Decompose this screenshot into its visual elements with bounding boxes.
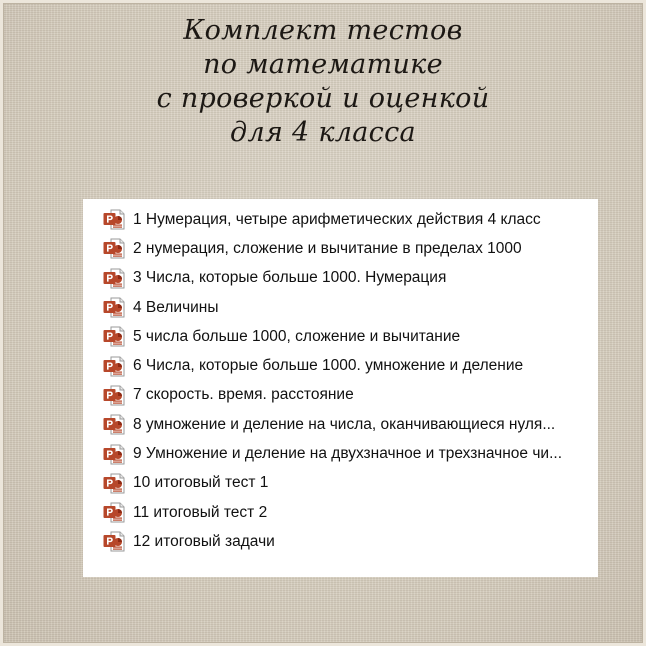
file-item[interactable]: [103, 351, 598, 380]
file-item[interactable]: [103, 469, 598, 498]
title-line-1: Комплект тестов: [183, 15, 463, 46]
file-name: 7 скорость. время. расстояние: [133, 386, 354, 404]
file-item[interactable]: [103, 527, 598, 556]
title-line-3: с проверкой и оценкой: [156, 83, 490, 114]
powerpoint-file-icon: [103, 502, 125, 523]
powerpoint-file-icon: [103, 444, 125, 465]
file-item[interactable]: [103, 439, 598, 468]
file-name: 6 Числа, которые больше 1000. умножение и деление: [133, 357, 524, 375]
powerpoint-file-icon: [103, 268, 125, 289]
file-item[interactable]: [103, 410, 598, 439]
file-item[interactable]: [103, 234, 598, 263]
file-name: 10 итоговый тест 1: [133, 474, 269, 492]
file-name: 1 Нумерация, четыре арифметических действия 4 класс: [133, 210, 541, 228]
file-item[interactable]: [103, 205, 598, 234]
file-name: 4 Величины: [133, 298, 219, 316]
file-name: 8 умножение и деление на числа, оканчивающиеся нуля...: [133, 415, 556, 433]
title-line-2: по математике: [203, 49, 443, 80]
powerpoint-file-icon: [103, 414, 125, 435]
file-name: 5 числа больше 1000, сложение и вычитание: [133, 327, 461, 345]
powerpoint-file-icon: [103, 326, 125, 347]
powerpoint-file-icon: [103, 297, 125, 318]
powerpoint-file-icon: [103, 238, 125, 259]
powerpoint-file-icon: [103, 385, 125, 406]
powerpoint-file-icon: [103, 209, 125, 230]
powerpoint-file-icon: [103, 356, 125, 377]
file-item[interactable]: [103, 293, 598, 322]
file-name: 2 нумерация, сложение и вычитание в пределах 1000: [133, 239, 522, 257]
file-list: [83, 199, 598, 577]
file-item[interactable]: [103, 264, 598, 293]
file-name: 11 итоговый тест 2: [133, 503, 268, 521]
file-name: 3 Числа, которые больше 1000. Нумерация: [133, 269, 447, 287]
powerpoint-file-icon: [103, 531, 125, 552]
title-line-4: для 4 класса: [230, 117, 416, 148]
file-name: 12 итоговый задачи: [133, 532, 275, 550]
file-name: 9 Умножение и деление на двухзначное и трехзначное чи...: [133, 445, 562, 463]
file-item[interactable]: [103, 322, 598, 351]
file-item[interactable]: [103, 381, 598, 410]
powerpoint-file-icon: [103, 473, 125, 494]
file-item[interactable]: [103, 498, 598, 527]
page-title: [0, 14, 646, 150]
